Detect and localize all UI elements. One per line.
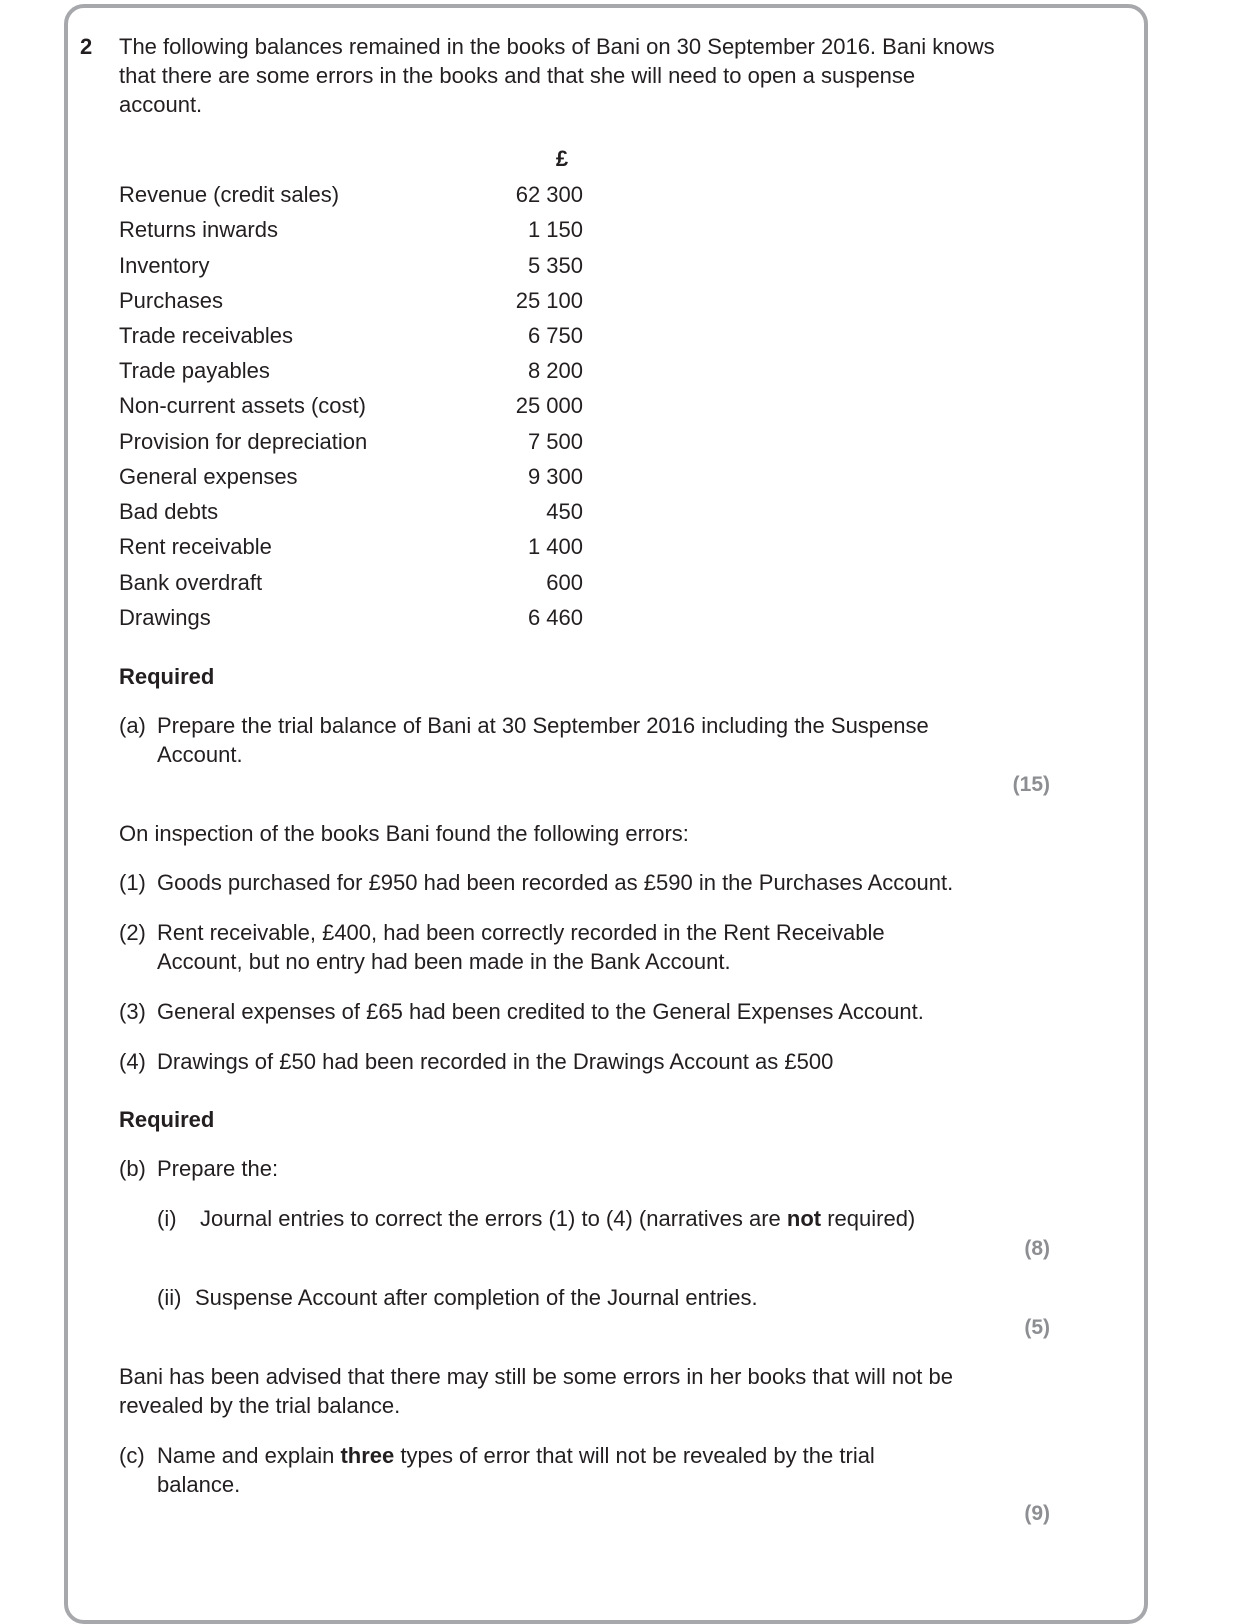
table-row [119, 321, 583, 356]
required-heading-a: Required [119, 664, 215, 689]
error-label: (4) [119, 1049, 146, 1074]
table-row [119, 286, 583, 321]
part-b-i-marks: (8) [1024, 1237, 1050, 1260]
part-b-label: (b) [119, 1156, 146, 1181]
error-item [119, 868, 1019, 898]
row-value: 450 [546, 499, 583, 524]
row-value: 25 100 [515, 288, 583, 313]
part-c-text-before: Name and explain [157, 1443, 341, 1468]
errors-intro: On inspection of the books Bani found the following errors: [119, 821, 689, 846]
part-c-text [157, 1441, 875, 1470]
table-row [119, 462, 583, 497]
currency-header: £ [555, 146, 569, 171]
part-b-ii [157, 1283, 1037, 1313]
row-label: Returns inwards [119, 217, 278, 242]
part-a-marks: (15) [1012, 773, 1050, 796]
part-c-label: (c) [119, 1443, 145, 1468]
part-b-ii-label: (ii) [157, 1285, 182, 1310]
row-label: Trade receivables [119, 323, 294, 348]
row-label: Revenue (credit sales) [119, 182, 340, 207]
error-label: (1) [119, 870, 146, 895]
error-label: (2) [119, 920, 146, 945]
part-c-intro-line2: revealed by the trial balance. [119, 1393, 401, 1418]
row-label: Drawings [119, 605, 211, 630]
error-text: General expenses of £65 had been credited to the General Expenses Account. [157, 999, 924, 1024]
row-label: Rent receivable [119, 534, 272, 559]
row-value: 5 350 [527, 253, 583, 278]
error-item [119, 918, 1019, 978]
part-b-i-text [200, 1204, 915, 1233]
row-value: 62 300 [515, 182, 583, 207]
part-a-line1: Prepare the trial balance of Bani at 30 September 2016 including the Suspense [157, 713, 929, 738]
table-row [119, 251, 583, 286]
row-label: Bank overdraft [119, 570, 263, 595]
row-label: General expenses [119, 464, 298, 489]
row-value: 9 300 [527, 464, 583, 489]
error-text: Rent receivable, £400, had been correctly recorded in the Rent Receivable [157, 920, 885, 945]
table-row [119, 568, 583, 603]
error-label: (3) [119, 999, 146, 1024]
row-value: 6 460 [527, 605, 583, 630]
part-b-text: Prepare the: [157, 1156, 279, 1181]
error-text: Drawings of £50 had been recorded in the Drawings Account as £500 [157, 1049, 834, 1074]
table-row [119, 180, 583, 215]
row-value: 7 500 [527, 429, 583, 454]
part-c-line2: balance. [157, 1472, 241, 1497]
row-value: 1 400 [527, 534, 583, 559]
question-number: 2 [80, 34, 93, 59]
error-text: Goods purchased for £950 had been recorded as £590 in the Purchases Account. [157, 870, 954, 895]
part-b-ii-marks: (5) [1024, 1316, 1050, 1339]
part-a-label: (a) [119, 713, 146, 738]
row-label: Trade payables [119, 358, 270, 383]
part-c-emphasis: three [340, 1443, 395, 1468]
part-b-ii-text: Suspense Account after completion of the Journal entries. [195, 1285, 758, 1310]
part-b-i-text-before: Journal entries to correct the errors (1) to (4) (narratives are [200, 1206, 787, 1231]
table-row [119, 497, 583, 532]
part-b-i-emphasis: not [786, 1206, 822, 1231]
row-value: 6 750 [527, 323, 583, 348]
part-b-i-label: (i) [157, 1206, 177, 1231]
row-label: Non-current assets (cost) [119, 393, 366, 418]
required-heading-b: Required [119, 1107, 215, 1132]
table-row [119, 603, 583, 638]
error-text-line2: Account, but no entry had been made in the Bank Account. [157, 949, 731, 974]
row-value: 8 200 [527, 358, 583, 383]
part-a [119, 711, 1019, 771]
row-value: 600 [546, 570, 583, 595]
row-value: 25 000 [515, 393, 583, 418]
part-c-intro-line1: Bani has been advised that there may still be some errors in her books that will not be [119, 1364, 954, 1389]
part-b [119, 1154, 1019, 1184]
row-label: Provision for depreciation [119, 429, 368, 454]
row-label: Bad debts [119, 499, 219, 524]
row-label: Purchases [119, 288, 223, 313]
table-row [119, 215, 583, 250]
part-c [119, 1441, 1019, 1501]
part-a-line2: Account. [157, 742, 243, 767]
part-c-text-after: types of error that will not be revealed by the trial [394, 1443, 875, 1468]
table-row [119, 391, 583, 426]
part-c-marks: (9) [1024, 1502, 1050, 1525]
table-row [119, 532, 583, 567]
part-b-i-text-after: required) [821, 1206, 916, 1231]
error-item [119, 997, 1019, 1027]
table-row [119, 356, 583, 391]
table-row [119, 427, 583, 462]
error-item [119, 1047, 1019, 1077]
row-value: 1 150 [527, 217, 583, 242]
row-label: Inventory [119, 253, 210, 278]
part-b-i [157, 1204, 1037, 1234]
question-intro: The following balances remained in the books of Bani on 30 September 2016. Bani knows that there are some errors in the books and that she will need to open a suspense account. [119, 34, 995, 117]
